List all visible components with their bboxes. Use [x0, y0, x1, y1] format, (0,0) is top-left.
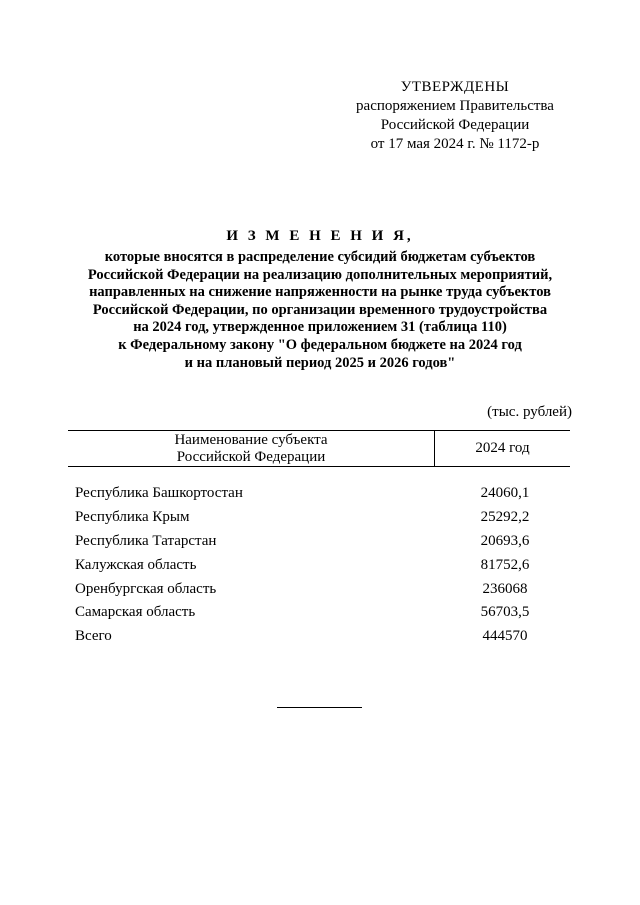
row-name: Калужская область [75, 556, 197, 573]
unit-label: (тыс. рублей) [487, 404, 572, 420]
table-row [75, 553, 570, 577]
header-year: 2024 год [475, 440, 530, 456]
subheading-line: Российской Федерации на реализацию дополнительных мероприятий, [87, 266, 553, 283]
row-name: Оренбургская область [75, 580, 217, 597]
approval-block [330, 78, 580, 154]
header-subject-line-2: Российской Федерации [176, 448, 326, 465]
document-heading: И З М Е Н Е Н И Я, [226, 228, 414, 244]
subheading-line: которые вносятся в распределение субсидий бюджетам субъектов [104, 249, 536, 265]
row-name: Всего [75, 628, 112, 645]
row-value: 444570 [482, 628, 528, 645]
row-name: Самарская область [75, 604, 196, 621]
row-value: 56703,5 [480, 604, 530, 621]
row-value: 236068 [482, 580, 528, 597]
row-value: 81752,6 [480, 556, 530, 573]
end-divider [277, 707, 362, 708]
document-subheading [40, 249, 600, 372]
approval-line-2: Российской Федерации [380, 117, 530, 133]
approval-line-1: распоряжением Правительства [356, 98, 554, 114]
subheading-line: к Федеральному закону "О федеральном бюджете на 2024 год [118, 336, 522, 353]
header-subject-line-1: Наименование субъекта [174, 431, 328, 448]
subheading-line: и на плановый период 2025 и 2026 годов" [184, 354, 456, 371]
row-value: 25292,2 [480, 509, 530, 526]
row-name: Республика Башкортостан [75, 485, 243, 502]
table-row [75, 506, 570, 530]
subheading-line: на 2024 год, утвержденное приложением 31 (таблица 110) [133, 319, 507, 336]
table-row [75, 482, 570, 506]
approval-title: УТВЕРЖДЕНЫ [400, 79, 510, 95]
table-row [75, 530, 570, 554]
approval-line-3: от 17 мая 2024 г. № 1172-р [370, 136, 540, 152]
header-subject-name [68, 431, 435, 466]
subheading-line: направленных на снижение напряженности на рынке труда субъектов [89, 284, 551, 301]
row-name: Республика Крым [75, 509, 190, 526]
table-row-total [75, 625, 570, 649]
table-row [75, 577, 570, 601]
subheading-line: Российской Федерации, по организации временного трудоустройства [92, 301, 548, 318]
row-value: 24060,1 [480, 485, 530, 502]
row-name: Республика Татарстан [75, 532, 217, 549]
table-header [68, 430, 570, 467]
table-body [75, 482, 570, 649]
row-value: 20693,6 [480, 532, 530, 549]
table-row [75, 601, 570, 625]
